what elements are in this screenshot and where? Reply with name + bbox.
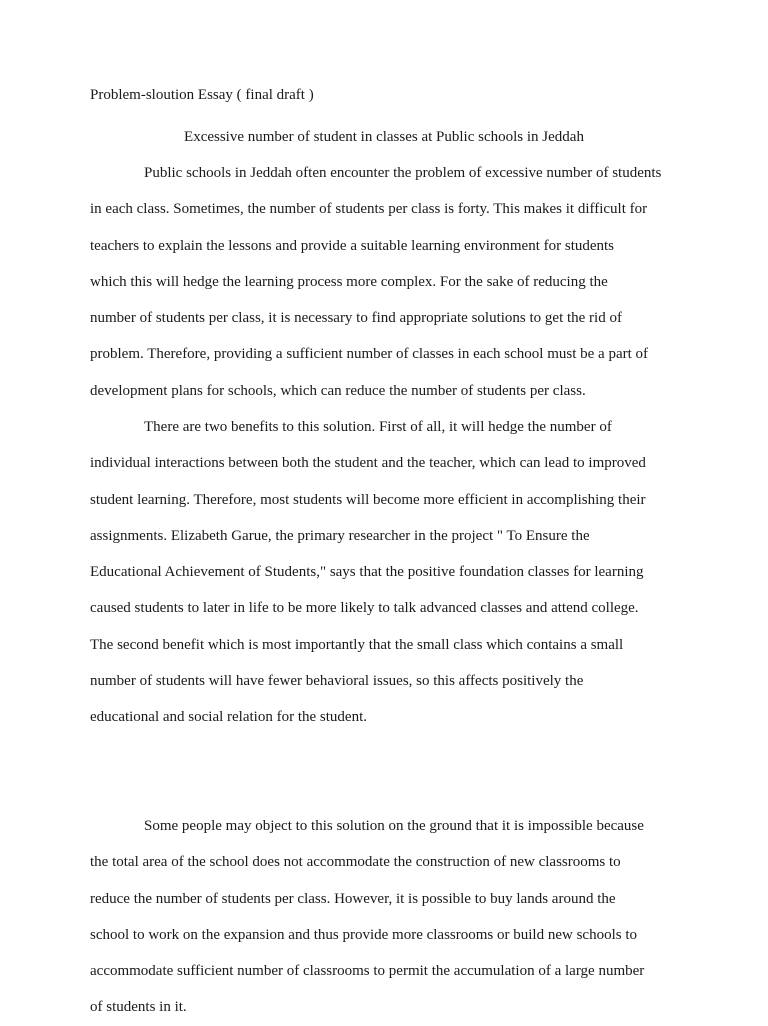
paragraph-line: Educational Achievement of Students," says that the positive foundation classes for learning (90, 564, 644, 581)
paragraph-line: in each class. Sometimes, the number of students per class is forty. This makes it difficult for (90, 201, 648, 218)
paragraph-line: assignments. Elizabeth Garue, the primary researcher in the project " To Ensure the (90, 527, 590, 544)
paragraph-line: individual interactions between both the student and the teacher, which can lead to improved (90, 455, 646, 472)
paragraph-1 (90, 155, 680, 409)
paragraph-line: accommodate sufficient number of classrooms to permit the accumulation of a large number (90, 963, 645, 980)
paragraph-line: the total area of the school does not accommodate the construction of new classrooms to (90, 854, 621, 871)
paragraph-line: student learning. Therefore, most students will become more efficient in accomplishing their (90, 491, 646, 508)
paragraph-line: reduce the number of students per class. However, it is possible to buy lands around the (90, 890, 616, 907)
paragraph-line: school to work on the expansion and thus provide more classrooms or build new schools to (90, 926, 638, 943)
paragraph-line: educational and social relation for the student. (90, 709, 367, 726)
paragraph-line: development plans for schools, which can reduce the number of students per class. (90, 382, 586, 399)
paragraph-line: of students in it. (90, 999, 187, 1016)
essay-title: Excessive number of student in classes at Public schools in Jeddah (184, 129, 584, 145)
paragraph-line: number of students will have fewer behavioral issues, so this affects positively the (90, 673, 584, 690)
paragraph-line: teachers to explain the lessons and provide a suitable learning environment for students (90, 237, 615, 254)
paragraph-line: Public schools in Jeddah often encounter the problem of excessive number of students (144, 165, 662, 181)
paragraph-line: caused students to later in life to be more likely to talk advanced classes and attend college. (90, 600, 639, 617)
paragraph-2 (90, 409, 680, 736)
paragraph-line: problem. Therefore, providing a sufficient number of classes in each school must be a part of (90, 346, 649, 363)
paragraph-line: There are two benefits to this solution. First of all, it will hedge the number of (144, 419, 612, 435)
paragraph-3 (90, 808, 680, 1026)
paragraph-line: Some people may object to this solution on the ground that it is impossible because (144, 818, 644, 834)
paragraph-line: which this will hedge the learning process more complex. For the sake of reducing the (90, 273, 608, 290)
essay-heading: Problem-sloution Essay ( final draft ) (90, 87, 314, 103)
paragraph-line: number of students per class, it is necessary to find appropriate solutions to get the rid of (90, 310, 622, 327)
paragraph-line: The second benefit which is most importantly that the small class which contains a small (90, 636, 624, 653)
